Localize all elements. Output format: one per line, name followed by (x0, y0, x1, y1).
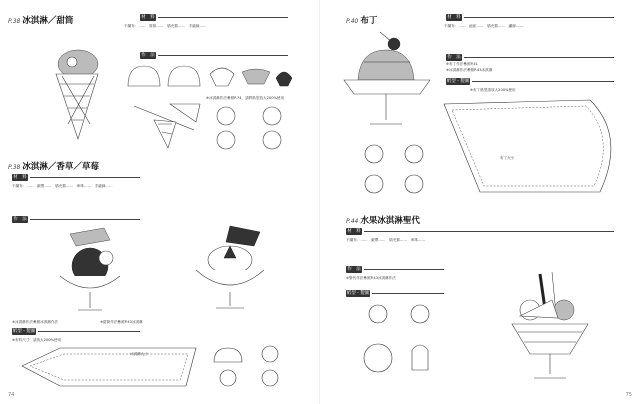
pattern-heading-pudding: 紙型・製圖 (446, 79, 470, 84)
pudding-pattern-label: 布丁大小 (500, 156, 515, 160)
vanilla-pattern-label: 冰淇淋大小 (130, 352, 148, 356)
pudding-pattern-circles (360, 140, 440, 210)
vanilla-note-2: ※甜筒作法參照P.43冰淇淋 (100, 320, 143, 324)
pudding-note-1: ※布丁作法參照P.41 (446, 62, 478, 66)
method-heading-vanilla: 作 法 (13, 217, 27, 222)
section-title-parfait: P.44 水果冰淇淋聖代 (346, 216, 420, 226)
divider (464, 57, 614, 58)
divider (364, 231, 614, 232)
vanilla-pattern-circles (210, 340, 300, 390)
materials-text-parfait: 不織布：…… 緞帶…… 填充棉…… 串珠…… (346, 238, 426, 242)
divider (364, 269, 444, 270)
divider (158, 17, 288, 18)
cone-step-caption: ※冰淇淋作法參照P.74，請將紙型放大200%使用 (206, 96, 285, 100)
divider (464, 17, 614, 18)
divider (30, 219, 140, 220)
vanilla-note-1: ※冰淇淋作法參照冰淇淋作法 (12, 320, 59, 324)
ice-cream-cone-illustration (50, 24, 110, 144)
materials-text-pudding: 不織布：…… 鈕釦…… 填充棉…… 繡線…… (444, 24, 524, 28)
materials-heading-cone: 材 料 (141, 15, 155, 20)
vanilla-note-3: ※布料尺寸 請放大200%使用 (12, 338, 62, 342)
cone-step-drawings (124, 58, 294, 94)
parfait-illustration (490, 270, 610, 390)
divider (38, 331, 140, 332)
pattern-heading-vanilla: 紙型・製圖 (12, 329, 36, 334)
materials-text-vanilla: 不織布：…… 緞帶…… 填充棉…… 串珠…… 手縫線…… (12, 184, 113, 188)
parfait-note-1: ※聖代作法參照P.43冰淇淋作法 (346, 276, 396, 280)
section-title-pudding: P.40 布丁 (346, 16, 378, 26)
vanilla-pattern-shape (20, 344, 200, 390)
divider (472, 81, 614, 82)
page-number-right: 75 (625, 392, 632, 398)
parfait-pattern-circles (360, 300, 460, 390)
divider (30, 177, 140, 178)
divider (158, 55, 288, 56)
pattern-heading-parfait: 紙型・製圖 (346, 291, 370, 296)
right-page (320, 0, 640, 404)
cone-wrap-drawing (124, 100, 204, 150)
method-heading-parfait: 作 法 (347, 267, 361, 272)
pudding-pattern-caption: ※布丁紙型請放大200%使用 (470, 88, 516, 92)
pudding-pattern-shape (440, 96, 630, 196)
sundae-cup-illustration (40, 226, 160, 316)
page-number-left: 74 (8, 392, 15, 398)
cone-pattern-circles (212, 104, 302, 154)
method-heading-cone: 作 法 (141, 53, 155, 58)
sundae-glass-illustration (170, 222, 290, 312)
section-title-cone: P.38 冰淇淋／甜筒 (8, 16, 74, 26)
divider (372, 293, 444, 294)
method-heading-pudding: 作 法 (447, 55, 461, 60)
materials-text-cone: 不織布：…… 厚紙…… 填充棉…… 手縫線…… (124, 24, 207, 28)
pudding-illustration (340, 28, 430, 138)
section-title-vanilla: P.38 冰淇淋／香草／草莓 (8, 162, 99, 172)
materials-heading-parfait: 材 料 (347, 229, 361, 234)
pudding-note-2: ※冰淇淋作法參照P.43冰淇淋 (446, 68, 493, 72)
materials-heading-vanilla: 材 料 (13, 175, 27, 180)
materials-heading-pudding: 材 料 (447, 15, 461, 20)
